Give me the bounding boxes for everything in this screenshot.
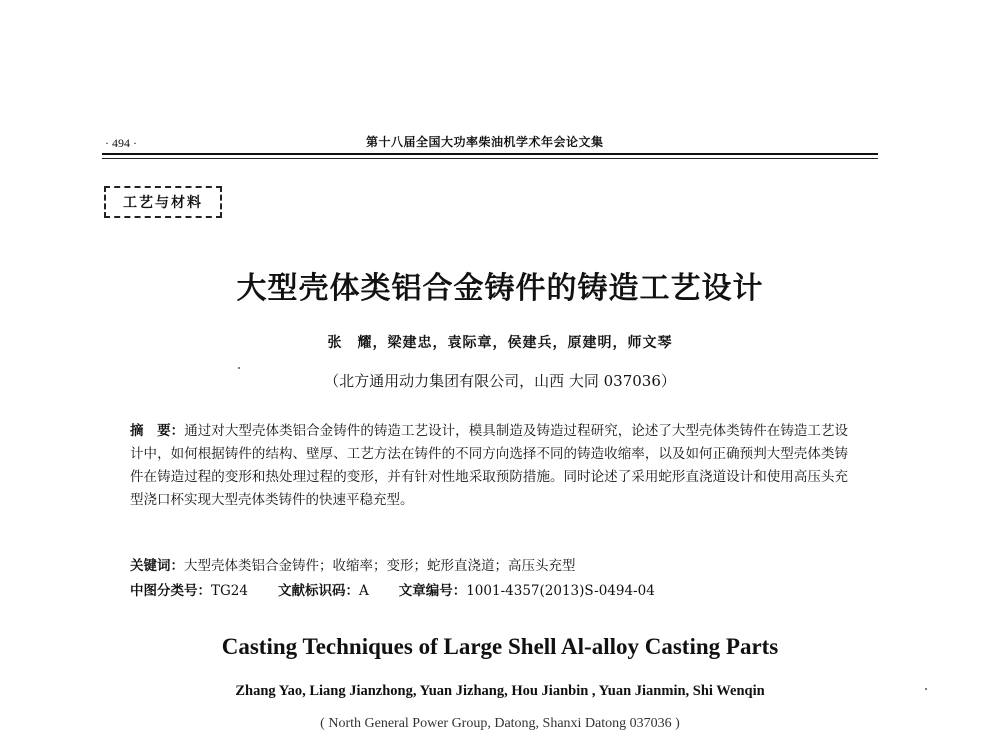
article-no-value: 1001-4357(2013)S-0494-04 (466, 583, 655, 599)
abstract-label: 摘 要： (130, 423, 185, 439)
affiliation-en: ( North General Power Group, Datong, Shanxi Datong 037036 ) (320, 716, 680, 731)
header-rule-thick (102, 153, 878, 155)
affiliation-cn: （北方通用动力集团有限公司，山西 大同 037036） (324, 372, 676, 390)
keywords-label: 关键词： (130, 558, 184, 574)
scan-speck (925, 688, 927, 690)
section-label: 工艺与材料 (104, 186, 222, 218)
abstract (130, 420, 848, 512)
paper-title-cn: 大型壳体类铝合金铸件的铸造工艺设计 (236, 271, 764, 306)
keywords-text: 大型壳体类铝合金铸件；收缩率；变形；蛇形直浇道；高压头充型 (184, 558, 576, 574)
clc-value: TG24 (211, 583, 248, 599)
abstract-text: 通过对大型壳体类铝合金铸件的铸造工艺设计，模具制造及铸造过程研究，论述了大型壳体类铸件在铸造工艺设计中，如何根据铸件的结构、壁厚、工艺方法在铸件的不同方向选择不同的铸造收缩率，以及如何正确预判大型壳体类铸件在铸造过程的变形和热处理过程的变形，并有针对性地采取预防措施。同时论述了采用蛇形直浇道设计和使用高压头充型浇口杯实现大型壳体类铸件的快速平稳充型。 (130, 423, 849, 508)
paper-title-en: Casting Techniques of Large Shell Al-alloy Casting Parts (221, 634, 779, 659)
header-rule-thin (102, 158, 878, 159)
authors-cn: 张 耀，梁建忠，袁际章，侯建兵，原建明，师文琴 (327, 335, 673, 351)
page-number: · 494 · (105, 136, 137, 150)
clc-label: 中图分类号： (130, 583, 211, 599)
running-head: 第十八届全国大功率柴油机学术年会论文集 (366, 135, 604, 149)
keywords (130, 554, 848, 574)
doc-code-label: 文献标识码： (277, 583, 359, 599)
classification-line (130, 579, 848, 599)
scan-speck (238, 367, 240, 369)
doc-code-value: A (358, 583, 369, 599)
article-no-label: 文章编号： (398, 583, 467, 599)
authors-en: Zhang Yao, Liang Jianzhong, Yuan Jizhang, Hou Jianbin , Yuan Jianmin, Shi Wenqin (235, 683, 765, 699)
